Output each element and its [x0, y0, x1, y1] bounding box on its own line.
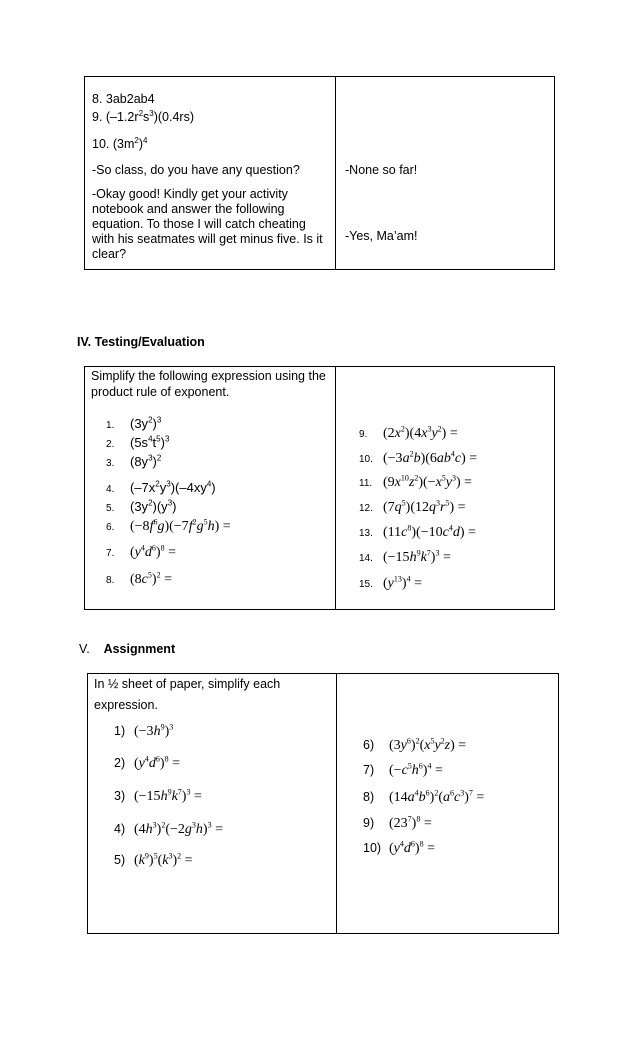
evaluation-item-5: 5. $(3y^2)(y^3)$ — [106, 498, 177, 514]
evaluation-left-column — [85, 367, 336, 610]
student-answer-1: -None so far! — [345, 163, 418, 177]
teacher-instruction-1: -Okay good! Kindly get your activity — [92, 187, 288, 201]
evaluation-instruction-2: product rule of exponent. — [91, 385, 230, 399]
teacher-instruction-5: clear? — [92, 247, 127, 261]
evaluation-table — [84, 366, 555, 610]
student-answer-2: -Yes, Ma’am! — [345, 229, 418, 243]
evaluation-item-6: 6. $(-8f^6g)(-7f^2g^5h)$ = — [106, 517, 231, 534]
evaluation-item-13: 13. $(11c^8)(-10c^4d)$ = — [359, 523, 476, 540]
assignment-instruction-1: In ½ sheet of paper, simplify each — [94, 677, 281, 691]
assignment-item-6: 6) $(3y^6)^2(x^5y^2z)$ = — [363, 736, 467, 753]
assignment-item-2: 2) $(y^4d^6)^8$ = — [114, 754, 180, 771]
teacher-instruction-4: with his seatmates will get minus five. Is it — [92, 232, 323, 246]
section-iv-heading: IV. Testing/Evaluation — [77, 335, 205, 349]
assignment-item-1: 1) $(-3h^9)^3$ — [114, 722, 174, 739]
teacher-instruction-2: notebook and answer the following — [92, 202, 285, 216]
lesson-line-10: 10. $(3m^2)^4$ — [92, 135, 148, 151]
assignment-item-10: 10) $(y^4d^6)^8$ = — [363, 839, 435, 856]
assignment-item-3: 3) $(-15h^9k^7)^3$ = — [114, 787, 202, 804]
assignment-table — [87, 673, 559, 934]
assignment-left-column — [88, 674, 337, 934]
evaluation-item-10: 10. $(-3a^2b)(6ab^4c)$ = — [359, 449, 478, 466]
lesson-line-8: 8. 3ab2ab4 — [92, 92, 155, 106]
evaluation-item-7: 7. $(y^4d^6)^8$ = — [106, 543, 176, 560]
student-column — [336, 77, 555, 270]
evaluation-right-column — [336, 367, 555, 610]
assignment-right-column — [337, 674, 559, 934]
teacher-question: -So class, do you have any question? — [92, 163, 300, 177]
lesson-line-9: 9. $(-1.2r^2s^3)(0.4rs)$ — [92, 108, 194, 124]
evaluation-item-11: 11. $(9x^{10}z^2)(-x^5y^3)$ = — [359, 473, 473, 490]
lesson-dialogue-table — [84, 76, 555, 270]
evaluation-item-15: 15. $(y^{13})^4$ = — [359, 574, 422, 591]
section-v-heading: V. Assignment — [79, 642, 176, 656]
evaluation-item-1: 1. $(3y^2)^3$ — [106, 415, 162, 431]
assignment-item-7: 7) $(-c^5h^6)^4$ = — [363, 761, 443, 778]
assignment-item-5: 5) $(k^9)^5(k^3)^2$ = — [114, 851, 193, 868]
evaluation-instruction-1: Simplify the following expression using the — [91, 369, 326, 383]
assignment-instruction-2: expression. — [94, 698, 158, 712]
evaluation-item-2: 2. $(5s^4t^5)^3$ — [106, 434, 170, 450]
evaluation-item-9: 9. $(2x^2)(4x^3y^2)$ = — [359, 424, 458, 441]
evaluation-item-12: 12. $(7q^5)(12q^3r^5)$ = — [359, 498, 466, 515]
teacher-column — [85, 77, 336, 270]
assignment-item-4: 4) $(4h^3)^2(-2g^3h)^3$ = — [114, 820, 223, 837]
evaluation-item-4: 4. $(-7x^2y^3)(-4xy^4)$ — [106, 479, 216, 495]
assignment-item-9: 9) $(23^7)^8$ = — [363, 814, 432, 831]
evaluation-item-8: 8. $(8c^5)^2$ = — [106, 570, 172, 587]
evaluation-item-14: 14. $(-15h^9k^7)^3$ = — [359, 548, 451, 565]
evaluation-item-3: 3. $(8y^3)^2$ — [106, 453, 162, 469]
assignment-item-8: 8) $(14a^4b^6)^2(a^6c^3)^7$ = — [363, 788, 485, 805]
teacher-instruction-3: equation. To those I will catch cheating — [92, 217, 306, 231]
